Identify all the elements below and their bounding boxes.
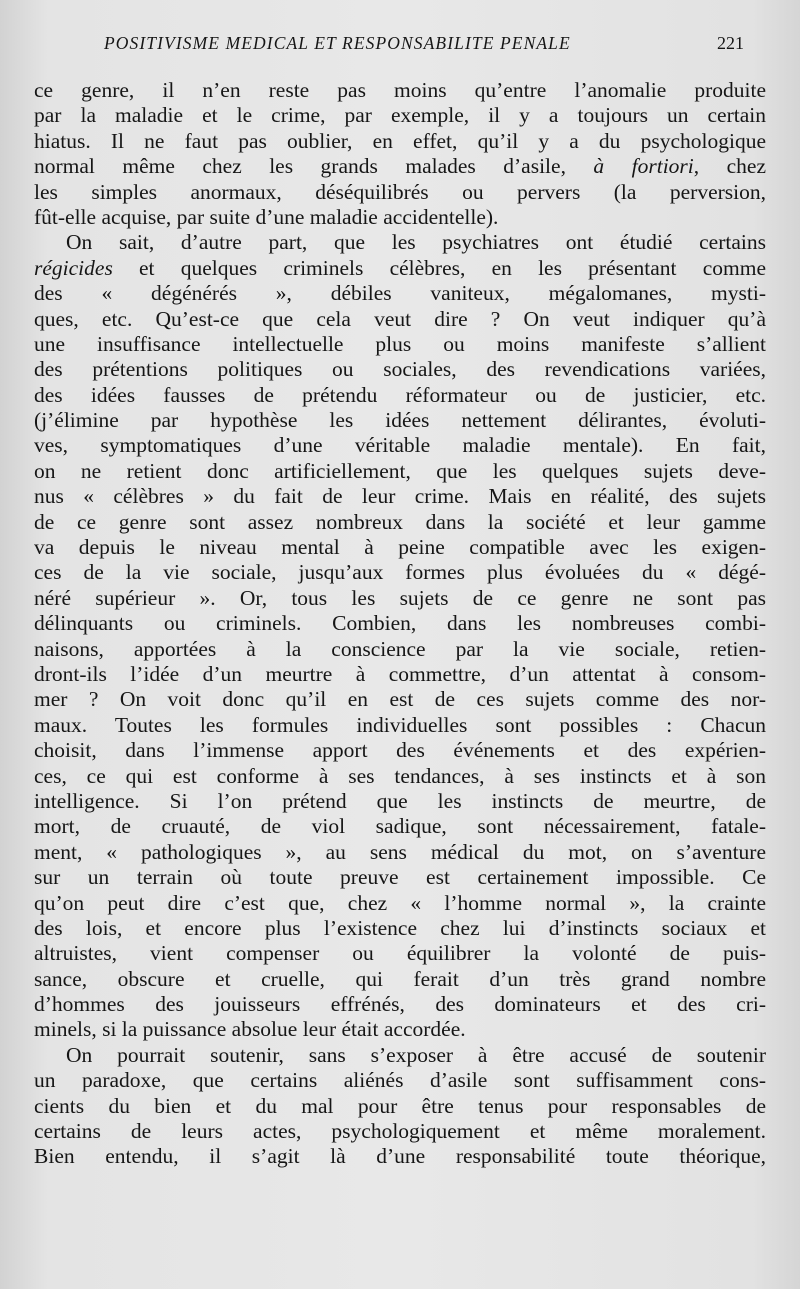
- text-line: ce genre, il n’en reste pas moins qu’entre l’anomalie produite: [34, 78, 766, 102]
- text-line: ment, « pathologiques », au sens médical du mot, on s’aventure: [34, 839, 766, 864]
- text-line: délinquants ou criminels. Combien, dans les nombreuses combi-: [34, 611, 766, 636]
- text-line: maux. Toutes les formules individuelles sont possibles : Chacun: [34, 712, 766, 737]
- text-line: cients du bien et du mal pour être tenus pour responsables de: [34, 1093, 766, 1118]
- text-line: néré supérieur ». Or, tous les sujets de ce genre ne sont pas: [34, 585, 766, 610]
- text-line: ques, etc. Qu’est-ce que cela veut dire ? On veut indiquer qu’à: [34, 306, 766, 331]
- text-line: Bien entendu, il s’agit là d’une responsabilité toute théorique,: [34, 1144, 766, 1169]
- text-line: des lois, et encore plus l’existence chez lui d’instincts sociaux et: [34, 915, 766, 940]
- text-line: un paradoxe, que certains aliénés d’asile sont suffisamment cons-: [34, 1068, 766, 1093]
- text-line: d’hommes des jouisseurs effrénés, des dominateurs et des cri-: [34, 992, 766, 1017]
- text-line: des idées fausses de prétendu réformateur ou de justicier, etc.: [34, 382, 766, 407]
- text-line: On pourrait soutenir, sans s’exposer à être accusé de soutenir: [66, 1042, 766, 1067]
- text-line: ces de la vie sociale, jusqu’aux formes plus évoluées du « dégé-: [34, 560, 766, 585]
- text-line: minels, si la puissance absolue leur était accordée.: [34, 1017, 466, 1042]
- text-line: On sait, d’autre part, que les psychiatres ont étudié certains: [66, 230, 766, 255]
- text-line: une insuffisance intellectuelle plus ou moins manifeste s’allient: [34, 331, 766, 356]
- running-title: POSITIVISME MEDICAL ET RESPONSABILITE PENALE: [104, 33, 571, 53]
- text-line: mer ? On voit donc qu’il en est de ces sujets comme des nor-: [34, 687, 766, 712]
- text-line: normal même chez les grands malades d’asile, à fortiori, chez: [34, 154, 766, 179]
- text-line: des prétentions politiques ou sociales, des revendications variées,: [34, 357, 766, 382]
- text-line: altruistes, vient compenser ou équilibrer la volonté de puis-: [34, 941, 766, 966]
- text-line: on ne retient donc artificiellement, que les quelques sujets deve-: [34, 458, 766, 483]
- text-line: certains de leurs actes, psychologiquement et même moralement.: [34, 1119, 766, 1144]
- text-line: mort, de cruauté, de viol sadique, sont nécessairement, fatale-: [34, 814, 766, 839]
- text-line: par la maladie et le crime, par exemple, il y a toujours un certain: [34, 103, 766, 128]
- text-line: les simples anormaux, déséquilibrés ou pervers (la perversion,: [34, 179, 766, 204]
- text-line: (j’élimine par hypothèse les idées nettement délirantes, évoluti-: [34, 408, 766, 433]
- text-line: sur un terrain où toute preuve est certainement impossible. Ce: [34, 865, 766, 890]
- text-line: des « dégénérés », débiles vaniteux, mégalomanes, mysti-: [34, 281, 766, 306]
- text-line: hiatus. Il ne faut pas oublier, en effet, qu’il y a du psychologique: [34, 128, 766, 153]
- text-line: dront-ils l’idée d’un meurtre à commettre, d’un attentat à consom-: [34, 661, 766, 686]
- text-line: sance, obscure et cruelle, qui ferait d’un très grand nombre: [34, 966, 766, 991]
- text-line: régicides et quelques criminels célèbres, en les présentant comme: [34, 255, 766, 280]
- text-line: fût-elle acquise, par suite d’une maladie accidentelle).: [34, 204, 499, 229]
- text-line: naisons, apportées à la conscience par la vie sociale, retien-: [34, 636, 766, 661]
- text-line: ves, symptomatiques d’une véritable maladie mentale). En fait,: [34, 433, 766, 458]
- text-line: intelligence. Si l’on prétend que les instincts de meurtre, de: [34, 788, 766, 813]
- body-text: [34, 78, 766, 1170]
- text-line: nus « célèbres » du fait de leur crime. Mais en réalité, des sujets: [34, 484, 766, 509]
- running-header: [0, 33, 800, 59]
- text-line: qu’on peut dire c’est que, chez « l’homme normal », la crainte: [34, 890, 766, 915]
- text-line: choisit, dans l’immense apport des événements et des expérien-: [34, 738, 766, 763]
- paragraph: [34, 78, 766, 230]
- text-line: ces, ce qui est conforme à ses tendances, à ses instincts et à son: [34, 763, 766, 788]
- text-line: va depuis le niveau mental à peine compatible avec les exigen-: [34, 535, 766, 560]
- paragraph: [34, 1043, 766, 1170]
- paragraph: [34, 230, 766, 1043]
- page-number: 221: [717, 33, 744, 53]
- text-line: de ce genre sont assez nombreux dans la société et leur gamme: [34, 509, 766, 534]
